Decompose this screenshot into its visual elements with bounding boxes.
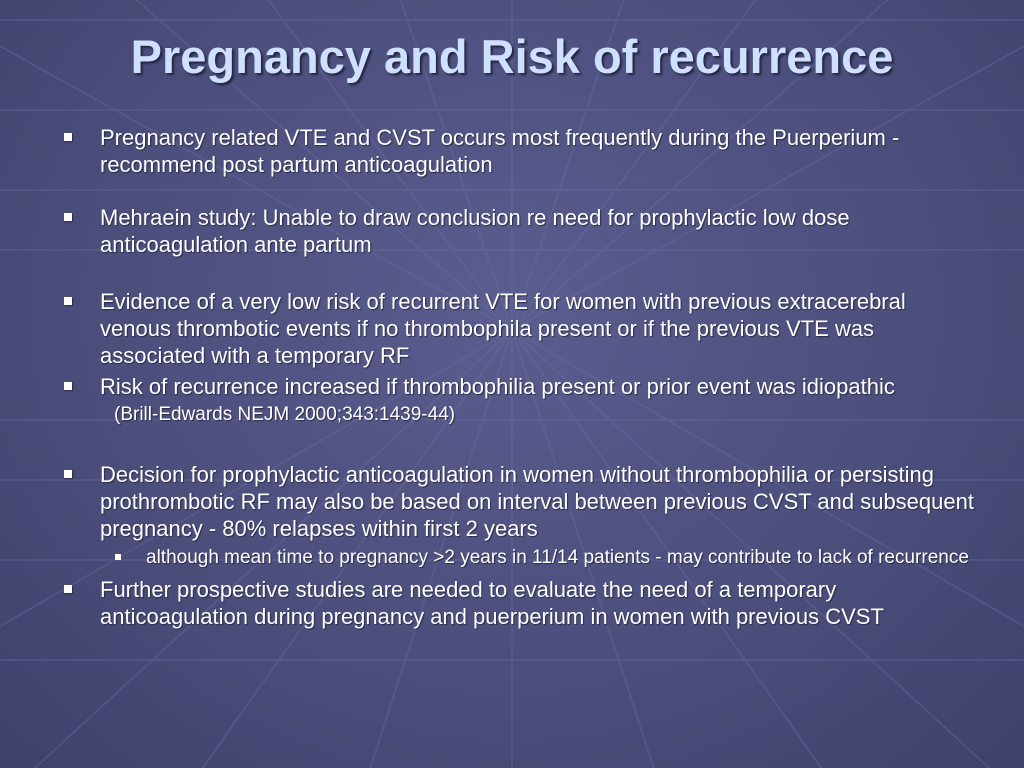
square-bullet-icon: [64, 382, 72, 390]
bullet-text: Pregnancy related VTE and CVST occurs most frequently during the Puerperium - recommend post partum anticoagulation: [100, 125, 900, 177]
bullet-text: Decision for prophylactic anticoagulation in women without thrombophilia or persisting prothrombotic RF may also be based on interval between previous CVST and subsequent pregnancy - 80% relapses within first 2 years: [100, 462, 974, 541]
bullet-item: [62, 288, 982, 369]
sub-bullet-item: [62, 546, 982, 570]
bullet-text: Further prospective studies are needed to evaluate the need of a temporary anticoagulation during pregnancy and puerperium in women with previous CVST: [100, 577, 884, 629]
bullet-item: [62, 461, 982, 542]
slide-title: Pregnancy and Risk of recurrence: [130, 30, 894, 83]
square-bullet-icon: [64, 297, 72, 305]
bullet-text: Mehraein study: Unable to draw conclusion re need for prophylactic low dose anticoagulation ante partum: [100, 205, 850, 257]
sub-bullet-text: although mean time to pregnancy >2 years in 11/14 patients - may contribute to lack of recurrence: [146, 547, 969, 568]
square-bullet-icon: [64, 213, 72, 221]
bullet-text: Risk of recurrence increased if thrombophilia present or prior event was idiopathic: [100, 374, 895, 399]
square-bullet-icon: [64, 133, 72, 141]
square-sub-bullet-icon: [115, 554, 121, 560]
square-bullet-icon: [64, 585, 72, 593]
bullet-item: [62, 373, 982, 400]
bullet-item: [62, 124, 982, 178]
bullet-item: [62, 576, 982, 630]
slide-content: [62, 124, 982, 630]
bullet-item: [62, 204, 982, 258]
square-bullet-icon: [64, 470, 72, 478]
bullet-text: Evidence of a very low risk of recurrent VTE for women with previous extracerebral venous thrombotic events if no thrombophila present or if the previous VTE was associated with a temporary RF: [100, 289, 906, 368]
citation: (Brill-Edwards NEJM 2000;343:1439-44): [114, 404, 456, 425]
